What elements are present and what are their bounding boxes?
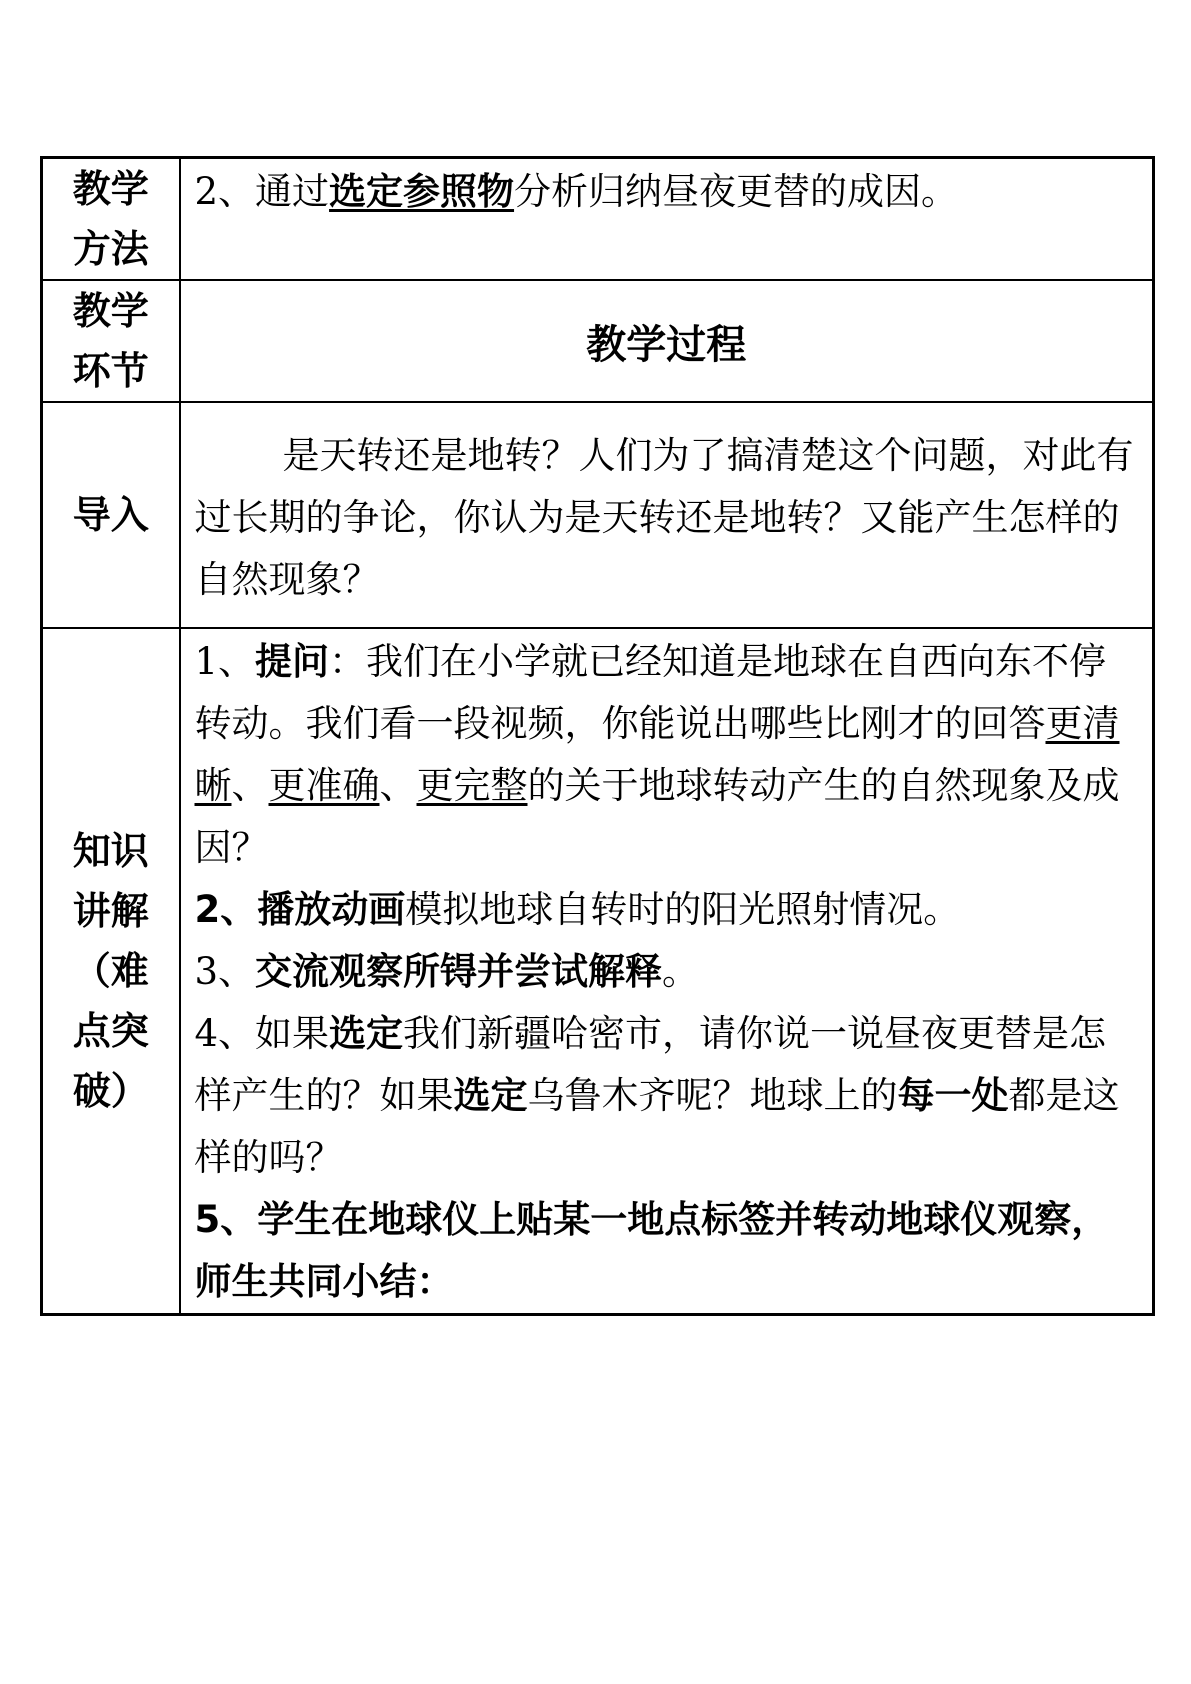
item-separator: 、 [231, 764, 269, 807]
item-underline: 更准确 [268, 764, 380, 807]
method-emphasis: 选定参照物 [329, 170, 515, 213]
item-keyword: 提问 [255, 640, 330, 683]
label-introduction: 导入 [42, 402, 180, 628]
item-underline: 更清晰 [194, 702, 1120, 807]
method-text [195, 161, 1143, 223]
method-prefix: 2、通过 [194, 170, 330, 213]
knowledge-item-5: 5、学生在地球仪上贴某一地点标签并转动地球仪观察，师生共同小结： [194, 1198, 1109, 1303]
label-knowledge [42, 628, 180, 1315]
knowledge-item-3 [195, 941, 1143, 1003]
item-keyword: 2、播放动画 [194, 888, 406, 931]
row-knowledge [42, 628, 1154, 1315]
intro-text: 是天转还是地转？人们为了搞清楚这个问题，对此有过长期的争论，你认为是天转还是地转？又能产生怎样的自然现象？ [194, 434, 1134, 601]
knowledge-item-1 [195, 631, 1143, 879]
item-separator: 、 [379, 764, 417, 807]
row-introduction [42, 402, 1154, 628]
item-text: 我们新疆哈密市，请你说一说昼夜更替是怎样产生的？如果 [194, 1012, 1107, 1117]
heading-teaching-process: 教学过程 [180, 280, 1154, 402]
label-line: 教学 [72, 167, 149, 211]
label-line: 知识 [72, 829, 149, 873]
cell-introduction [180, 402, 1154, 628]
item-keyword: 交流观察所锝并尝试解释 [255, 950, 663, 993]
item-text: ：我们在小学就已经知道是地球在自西向东不停转动。我们看一段视频，你能说出哪些比刚才的回答 [194, 640, 1107, 745]
label-line: 教学 [72, 289, 149, 333]
label-line: 讲解 [72, 889, 149, 933]
item-underline: 更完整 [416, 764, 528, 807]
label-line: 方法 [72, 227, 149, 271]
label-teaching-stage [42, 280, 180, 402]
label-line: 破） [72, 1069, 149, 1113]
label-line: 环节 [72, 349, 149, 393]
item-text: 都是这样的吗？ [194, 1074, 1120, 1179]
item-text: 乌鲁木齐呢？地球上的 [527, 1074, 898, 1117]
knowledge-item-4 [195, 1003, 1143, 1189]
item-number: 1、 [194, 640, 256, 683]
item-text: 的关于地球转动产生的自然现象及成因？ [194, 764, 1120, 869]
cell-teaching-method [180, 158, 1154, 281]
item-keyword: 选定 [453, 1074, 528, 1117]
label-line: （难 [72, 949, 149, 993]
item-number: 3、 [194, 950, 256, 993]
row-teaching-stage [42, 280, 1154, 402]
knowledge-item-2 [195, 879, 1143, 941]
label-line: 点突 [72, 1009, 149, 1053]
row-teaching-method [42, 158, 1154, 281]
method-suffix: 分析归纳昼夜更替的成因。 [514, 170, 959, 213]
item-text: 4、如果 [194, 1012, 330, 1055]
item-keyword: 选定 [329, 1012, 404, 1055]
item-keyword: 每一处 [897, 1074, 1009, 1117]
label-teaching-method [42, 158, 180, 281]
item-text: 。 [662, 950, 700, 993]
item-text: 模拟地球自转时的阳光照射情况。 [405, 888, 961, 931]
cell-knowledge [180, 628, 1154, 1315]
lesson-plan-table [40, 156, 1155, 1316]
